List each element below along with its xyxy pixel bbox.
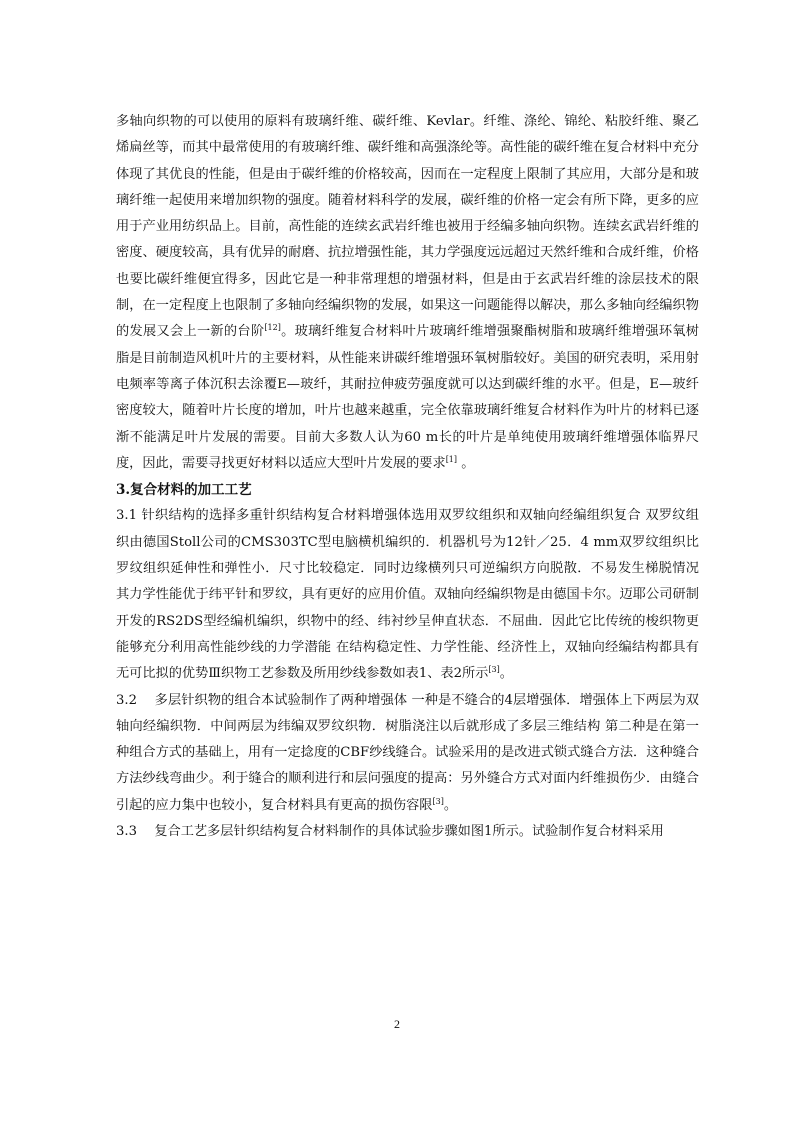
paragraph-materials-text-b: 。玻璃纤维复合材料叶片玻璃纤维增强聚酯树脂和玻璃纤维增强环氧树脂是目前制造风机叶片的主要材料，从性能来讲碳纤维增强环氧树脂较好。美国的研究表明，采用射电频率等离子体沉积去涂覆E—玻纤，其耐拉伸疲劳强度就可以达到碳纤维的水平。但是，E—玻纤密度较大，随着叶片长度的增加，叶片也越来越重，完全依靠玻璃纤维复合材料作为叶片的材料已逐渐不能满足叶片发展的需要。目前大多数人认为60 m长的叶片是单纯使用玻璃纤维增强体临界尺度，因此，需要寻找更好材料以适应大型叶片发展的要求 — [116, 324, 699, 471]
citation-1: [1] — [445, 454, 458, 464]
paragraph-process — [116, 819, 699, 845]
citation-12: [12] — [264, 323, 281, 333]
citation-3: [3] — [488, 665, 500, 675]
section-heading: 3.复合材料的加工工艺 — [116, 482, 252, 499]
body-content — [116, 109, 699, 845]
paragraph-knit-structure-tail: 。 — [499, 666, 513, 682]
paragraph-process-text: 3.3 复合工艺多层针织结构复合材料制作的具体试验步骤如图1所示。试验制作复合材料采用 — [116, 824, 664, 840]
paragraph-multilayer-tail: 。 — [443, 797, 458, 813]
paragraph-multilayer-text: 3.2 多层针织物的组合本试验制作了两种增强体 一种是不缝合的4层增强体．增强体上下两层为双轴向经编织物．中间两层为纬编双罗纹织物．树脂浇注以后就形成了多层三维结构 第二种是在第一种组合方式的基础上，用有一定捻度的CBF纱线缝合。试验采用的是改进式锁式缝合方法．这种缝合方法纱线弯曲少。利于缝合的顺利进行和层问强度的提高：另外缝合方式对面内纤维损伤少．由缝合引起的应力集中也较小，复合材料具有更高的损伤容限 — [116, 692, 699, 813]
paragraph-multilayer — [116, 688, 699, 819]
page-number: 2 — [394, 1017, 400, 1031]
paragraph-materials-text-c: 。 — [457, 455, 475, 471]
paragraph-materials — [116, 109, 699, 477]
citation-3: [3] — [432, 796, 444, 806]
paragraph-materials-text-a: 多轴向织物的可以使用的原料有玻璃纤维、碳纤维、Kevlar。纤维、涤纶、锦纶、粘胶纤维、聚乙烯扁丝等，而其中最常使用的有玻璃纤维、碳纤维和高强涤纶等。高性能的碳纤维在复合材料中充分体现了其优良的性能，但是由于碳纤维的价格较高，因而在一定程度上限制了其应用，大部分是和玻璃纤维一起使用来增加织物的强度。随着材料科学的发展，碳纤维的价格一定会有所下降，更多的应用于产业用纺织品上。目前，高性能的连续玄武岩纤维也被用于经编多轴向织物。连续玄武岩纤维的密度、硬度较高，具有优异的耐磨、抗拉增强性能，其力学强度远远超过天然纤维和合成纤维，价格也要比碳纤维便宜得多，因此它是一种非常理想的增强材料，但是由于玄武岩纤维的涂层技术的限制，在一定程度上也限制了多轴向经编织物的发展，如果这一问题能得以解决，那么多轴向经编织物的发展又会上一新的台阶 — [116, 114, 699, 340]
paragraph-knit-structure-text: 3.1 针织结构的选择多重针织结构复合材料增强体选用双罗纹组织和双轴向经编组织复合 双罗纹组织由德国Stoll公司的CMS303TC型电脑横机编织的．机器机号为12针／25．4 mm双罗纹组织比罗纹组织延伸性和弹性小．尺寸比较稳定．同时边缘横列只可逆编织方向脱散．不易发生梯脱情况 其力学性能优于纬平针和罗纹，具有更好的应用价值。双轴向经编织物是由德国卡尔。迈耶公司研制开发的RS2DS型经编机编织，织物中的经、纬衬纱呈伸直状态．不屈曲．因此它比传统的梭织物更能够充分利用高性能纱线的力学潜能 在结构稳定性、力学性能、经济性上，双轴向经编结构都具有无可比拟的优势Ⅲ织物工艺参数及所用纱线参数如表1、表2所示 — [116, 508, 699, 682]
paragraph-knit-structure — [116, 503, 699, 687]
